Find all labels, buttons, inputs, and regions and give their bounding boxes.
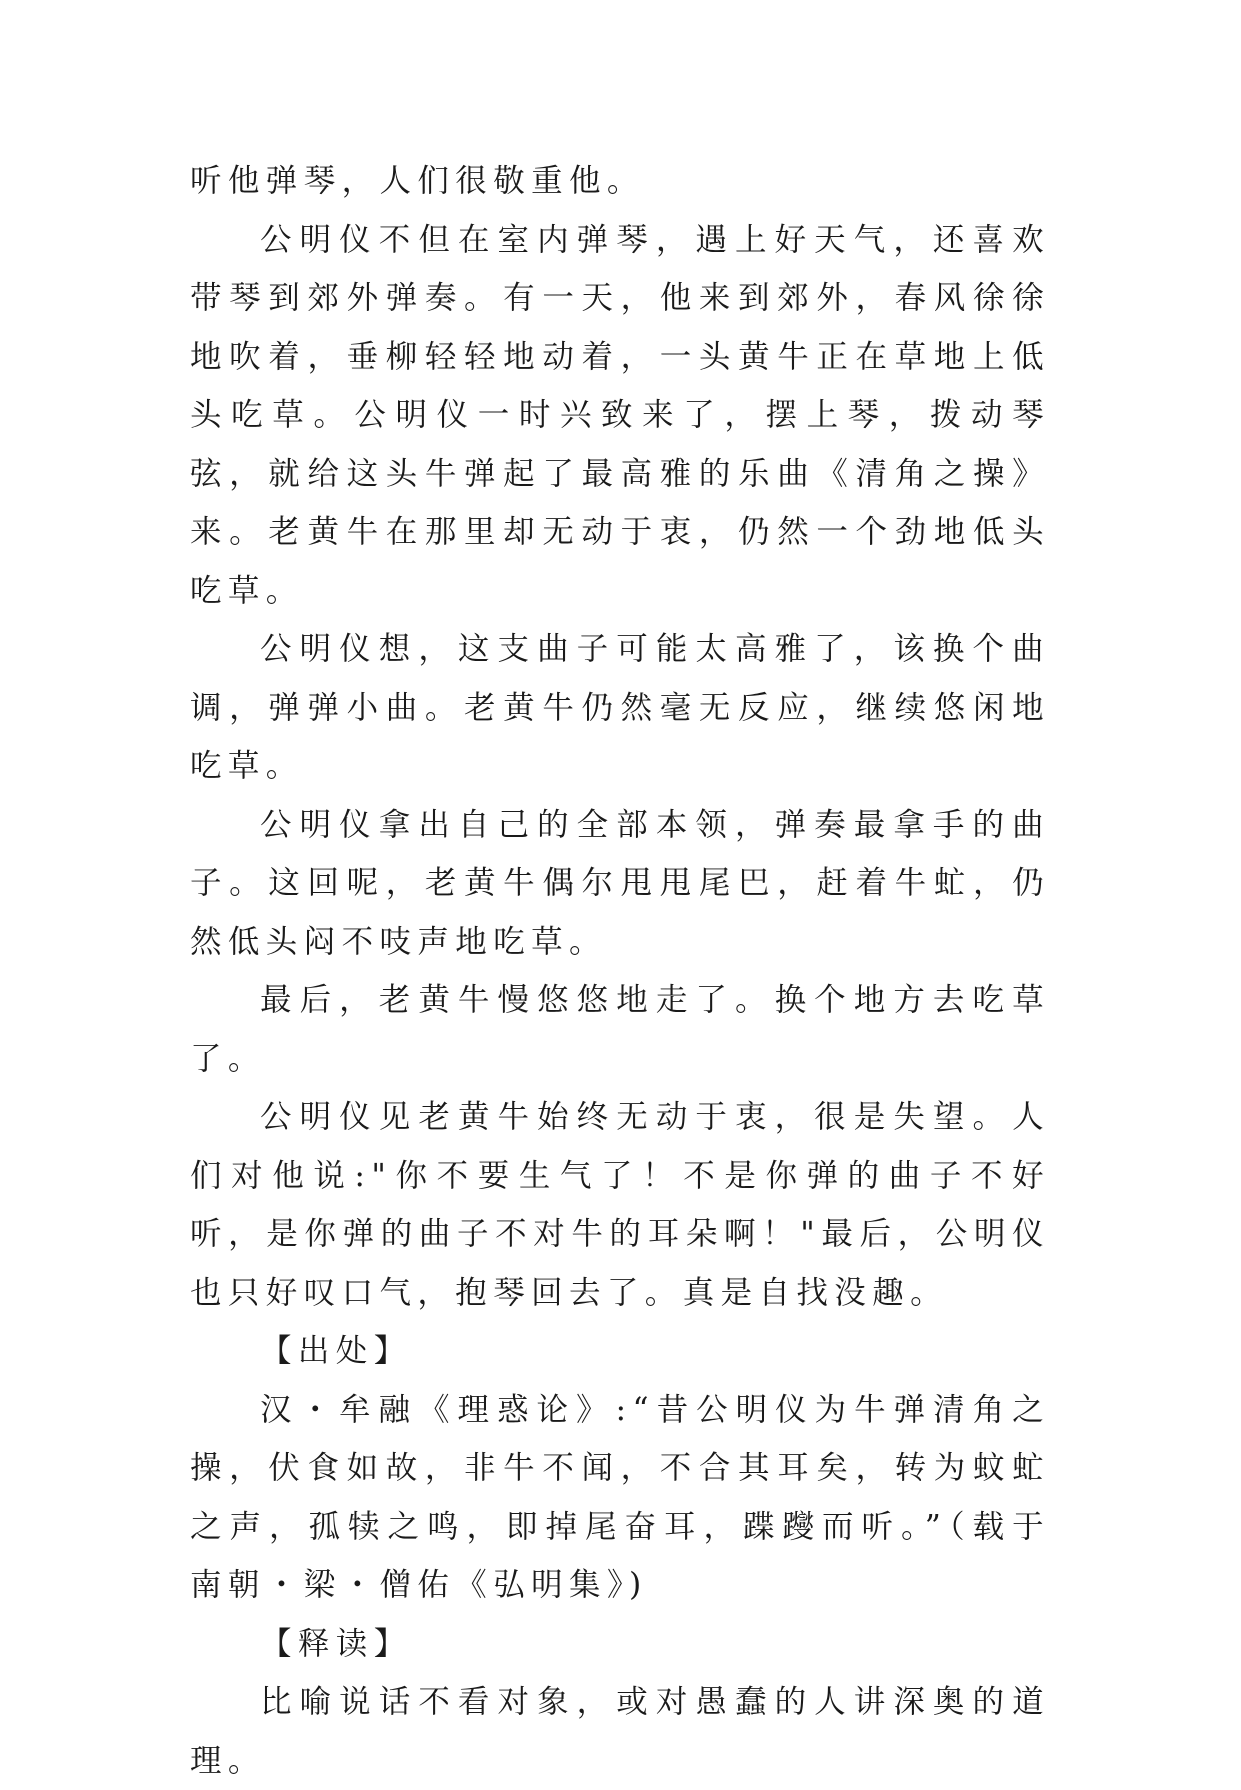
paragraph-2: 公明仪不但在室内弹琴，遇上好天气，还喜欢带琴到郊外弹奏。有一天，他来到郊外，春风徐徐地吹着，垂柳轻轻地动着，一头黄牛正在草地上低头吃草。公明仪一时兴致来了，摆上琴，拨动琴弦，就给这头牛弹起了最高雅的乐曲《清角之操》来。老黄牛在那里却无动于衷，仍然一个劲地低头吃草。 xyxy=(190,221,1050,609)
paragraph-5: 最后，老黄牛慢悠悠地走了。换个地方去吃草了。 xyxy=(190,982,1050,1077)
document-page xyxy=(190,152,1050,1790)
meaning-heading: 【释读】 xyxy=(260,1625,412,1662)
meaning-text: 比喻说话不看对象，或对愚蠢的人讲深奥的道理。 xyxy=(190,1684,1050,1779)
paragraph-4: 公明仪拿出自己的全部本领，弹奏最拿手的曲子。这回呢，老黄牛偶尔甩甩尾巴，赶着牛虻，仍然低头闷不吱声地吃草。 xyxy=(190,806,1050,960)
source-heading: 【出处】 xyxy=(260,1333,412,1369)
paragraph-6: 公明仪见老黄牛始终无动于衷，很是失望。人们对他说:"你不要生气了！不是你弹的曲子不好听，是你弹的曲子不对牛的耳朵啊！"最后，公明仪也只好叹口气，抱琴回去了。真是自找没趣。 xyxy=(190,1099,1050,1311)
paragraph-3: 公明仪想，这支曲子可能太高雅了，该换个曲调，弹弹小曲。老黄牛仍然毫无反应，继续悠闲地吃草。 xyxy=(190,631,1050,784)
source-text: 汉・牟融《理惑论》:“昔公明仪为牛弹清角之操，伏食如故，非牛不闻，不合其耳矣，转为蚊虻之声，孤犊之鸣，即掉尾奋耳，蹀躞而听。”（载于南朝・梁・僧佑《弘明集》) xyxy=(190,1391,1050,1603)
paragraph-1: 听他弹琴，人们很敬重他。 xyxy=(190,163,645,199)
